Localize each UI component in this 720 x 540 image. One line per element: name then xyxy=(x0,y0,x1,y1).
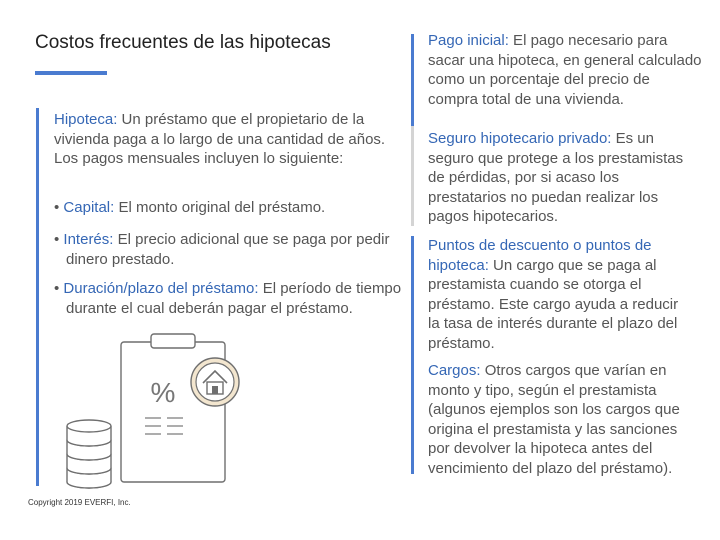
interes-term: Interés: xyxy=(63,231,114,248)
house-badge-icon xyxy=(191,358,239,406)
puntos-definition xyxy=(428,236,690,353)
pago-inicial-text: El pago necesario para sacar una hipoteca, en general calculado como un porcentaje del precio de compra total de una vivienda. xyxy=(428,32,702,108)
duracion-term: Duración/plazo del préstamo: xyxy=(63,280,259,297)
percent-icon: % xyxy=(150,377,176,408)
bullet-capital: • Capital: El monto original del préstamo. xyxy=(54,199,326,216)
bullet-interes: • Interés: El precio adicional que se paga por pedir dinero prestado. xyxy=(54,231,390,268)
puntos-text: Un cargo que se paga al prestamista cuando se otorga el préstamo. Este cargo ayuda a reducir la tasa de interés durante el plazo del préstamo. xyxy=(428,256,679,352)
right-accent-bar-1 xyxy=(411,34,414,126)
page-title: Costos frecuentes de las hipotecas xyxy=(35,32,331,53)
puntos-term: Puntos de descuento o puntos de hipoteca: xyxy=(428,237,652,274)
pago-inicial-term: Pago inicial: xyxy=(428,32,509,49)
right-accent-bar-2 xyxy=(411,126,414,226)
left-accent-bar xyxy=(36,108,39,486)
right-accent-bar-3 xyxy=(411,236,414,474)
cargos-definition xyxy=(428,361,698,478)
seguro-text: Es un seguro que protege a los prestamistas de pérdidas, por si acaso los prestatarios no puedan realizar los pagos hipotecarios. xyxy=(428,130,684,225)
hipoteca-text: Un préstamo que el propietario de la vivienda paga a lo largo de una cantidad de años. Los pagos mensuales incluyen lo siguiente: xyxy=(54,111,386,167)
clipboard-icon xyxy=(121,334,225,482)
capital-text: El monto original del préstamo. xyxy=(114,199,326,216)
bullet-duracion: • Duración/plazo del préstamo: El período de tiempo durante el cual deberán pagar el préstamo. xyxy=(54,280,402,317)
hipoteca-definition xyxy=(54,110,394,169)
mortgage-document-illustration xyxy=(55,322,255,492)
coin-stack-icon xyxy=(67,420,111,488)
seguro-definition xyxy=(428,129,688,227)
hipoteca-term: Hipoteca: xyxy=(54,111,118,128)
cargos-text: Otros cargos que varían en monto y tipo, según el prestamista (algunos ejemplos son los cargos que origina el prestamista y las sanciones por devolver la hipoteca antes del vencimiento del plazo del préstamo). xyxy=(428,362,680,477)
title-underline xyxy=(35,71,107,75)
seguro-term: Seguro hipotecario privado: xyxy=(428,130,612,147)
pago-inicial-definition xyxy=(428,31,703,109)
copyright-text: Copyright 2019 EVERFI, Inc. xyxy=(28,498,131,507)
cargos-term: Cargos: xyxy=(428,362,481,379)
capital-term: Capital: xyxy=(63,199,115,216)
interes-text: El precio adicional que se paga por pedir dinero prestado. xyxy=(66,231,390,268)
duracion-text: El período de tiempo durante el cual deberán pagar el préstamo. xyxy=(66,280,402,317)
